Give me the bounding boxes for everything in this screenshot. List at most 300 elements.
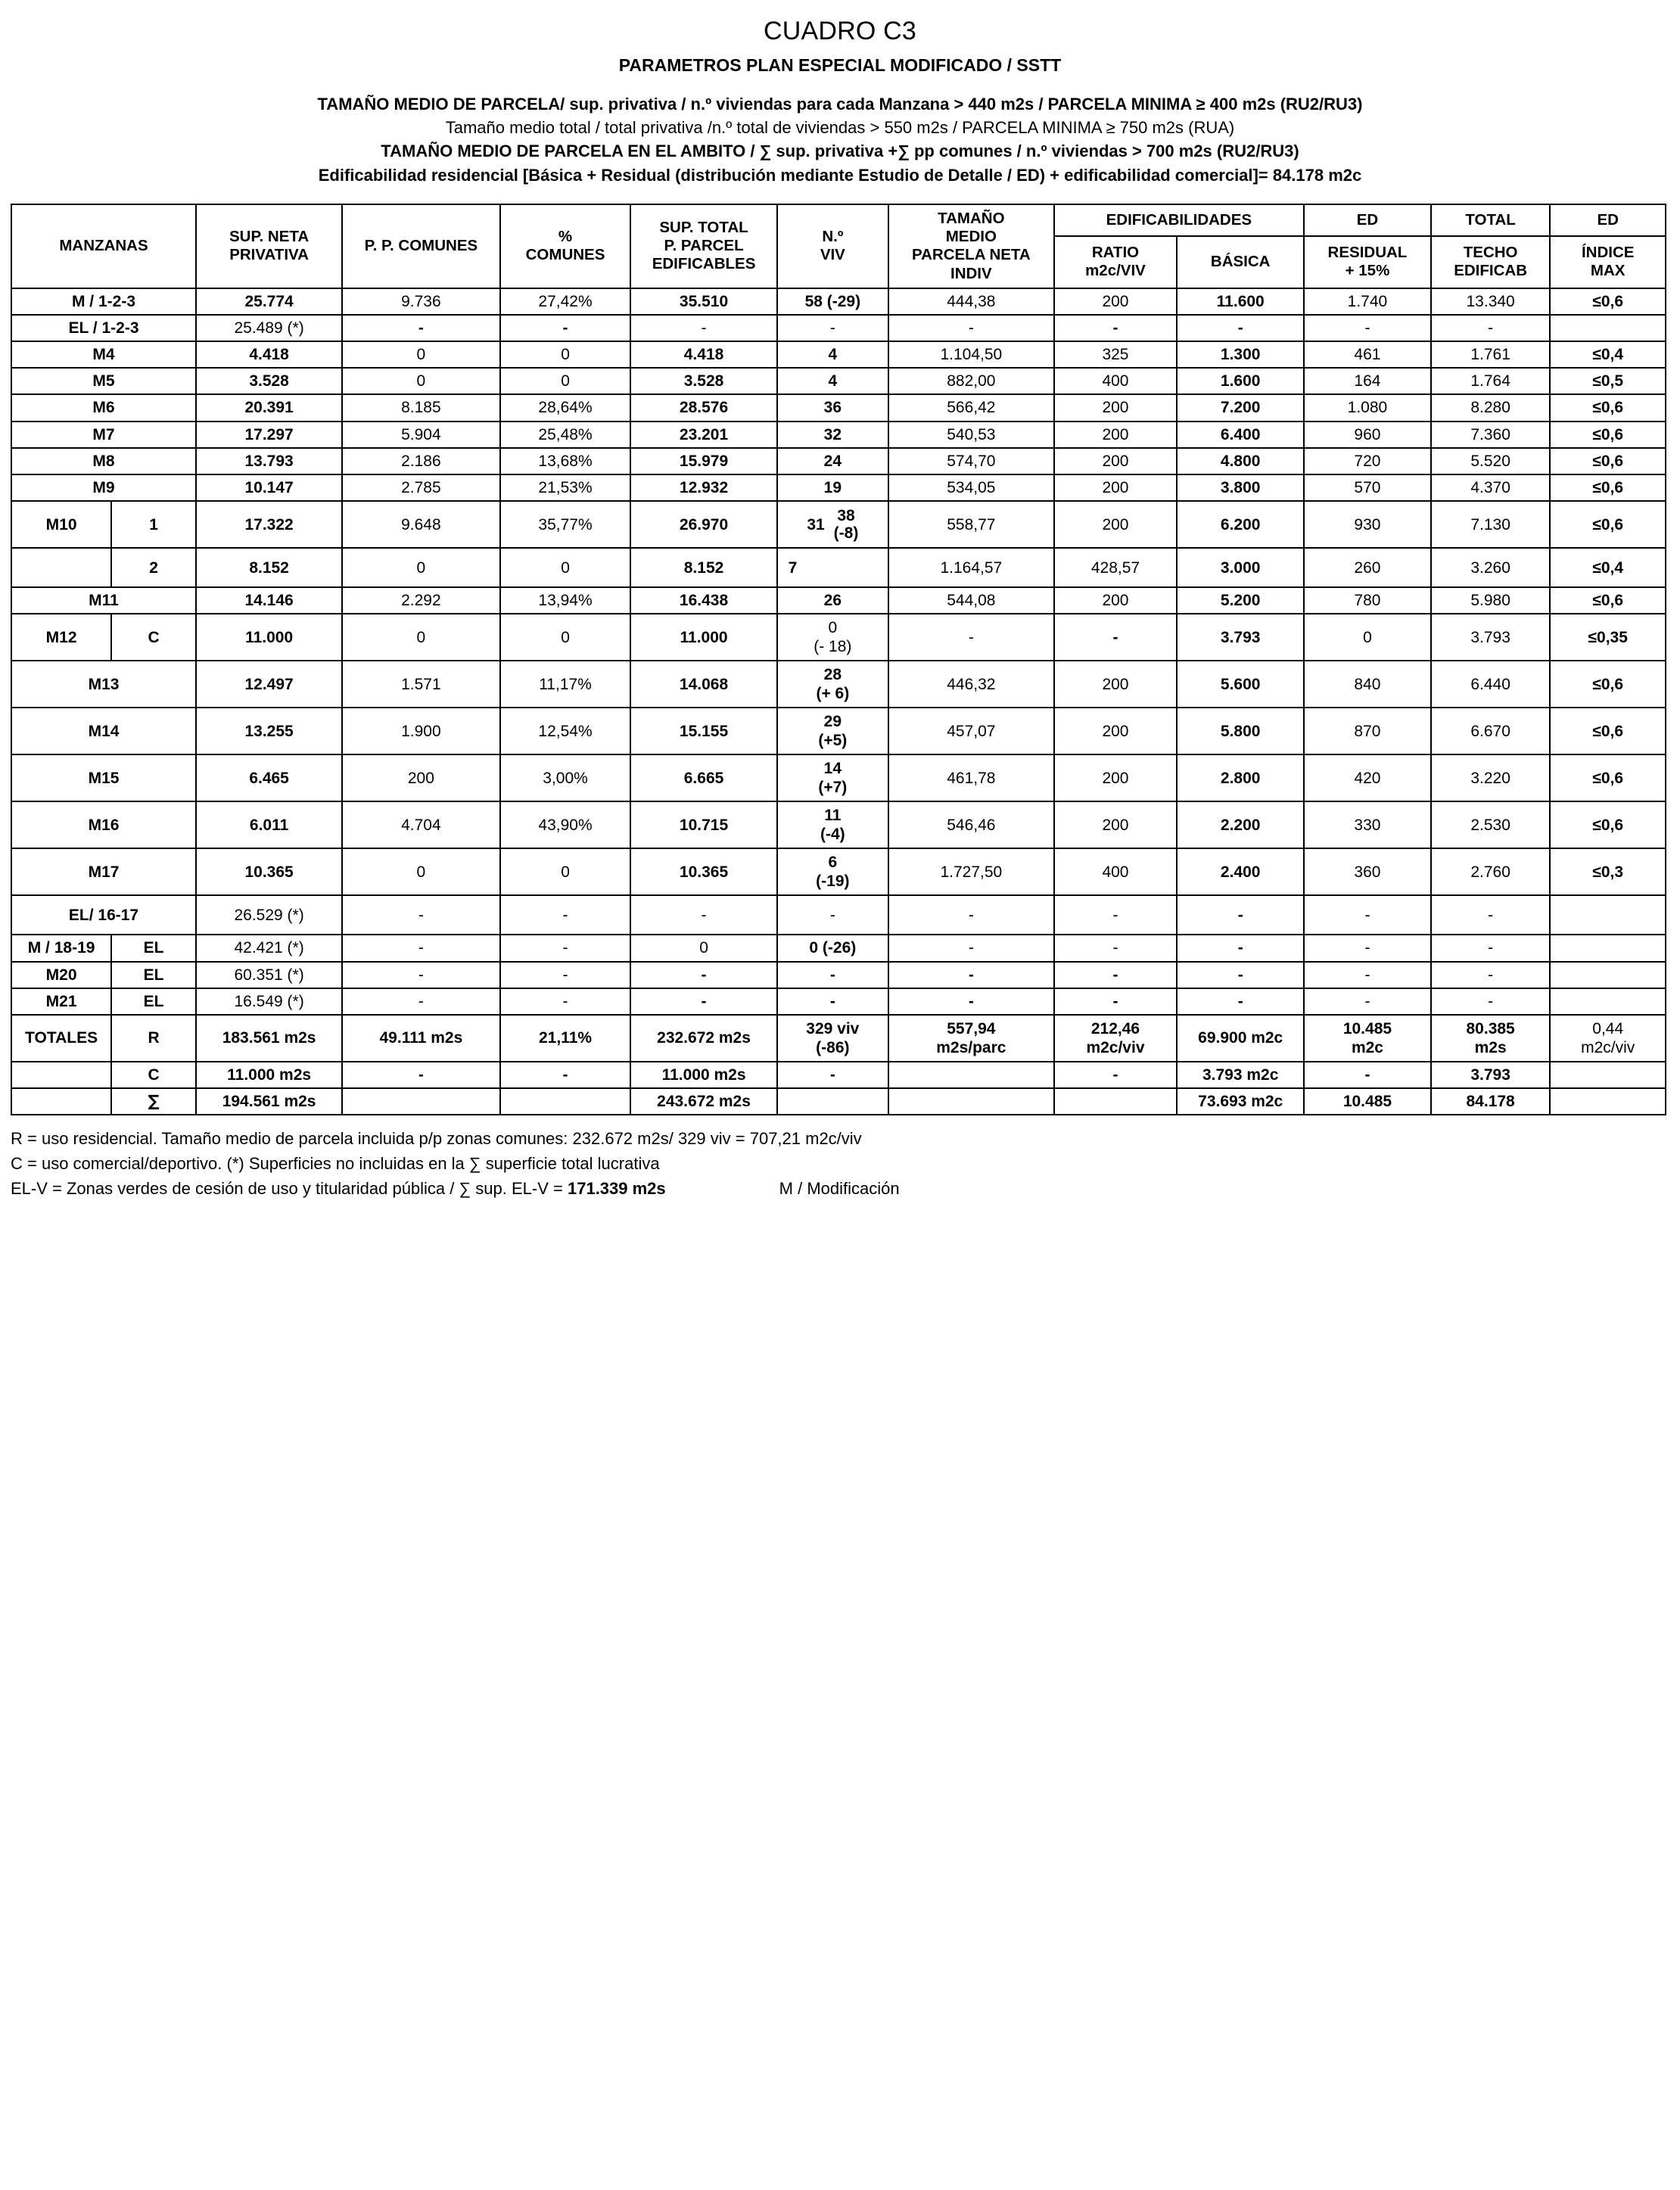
cell-manzana: M13 bbox=[11, 661, 196, 708]
cell-pp-comunes: 0 bbox=[342, 548, 499, 587]
cell-residual: - bbox=[1304, 962, 1431, 988]
cell-manzana: M7 bbox=[11, 422, 196, 448]
cell-sup-total: - bbox=[630, 988, 776, 1015]
cell-pct-comunes: - bbox=[500, 988, 631, 1015]
table-row bbox=[11, 341, 1666, 368]
cell-n-viv: 19 bbox=[777, 474, 888, 501]
cell-sup-neta: 17.322 bbox=[196, 501, 342, 548]
header-ed-group: ED bbox=[1304, 204, 1431, 236]
cell-residual: 870 bbox=[1304, 708, 1431, 754]
cell-manzana: M16 bbox=[11, 801, 196, 848]
cell-sup-total: 232.672 m2s bbox=[630, 1015, 776, 1062]
footnote-line-1: R = uso residencial. Tamaño medio de parcela incluida p/p zonas comunes: 232.672 m2s/ 329 viv = 707,21 m2c/viv bbox=[11, 1129, 862, 1149]
cell-n-viv: 32 bbox=[777, 422, 888, 448]
cell-basica: 2.800 bbox=[1177, 754, 1304, 801]
cell-sup-neta: 183.561 m2s bbox=[196, 1015, 342, 1062]
table-header bbox=[11, 204, 1666, 288]
cell-tamano: 566,42 bbox=[888, 394, 1054, 421]
cell-sup-neta: 8.152 bbox=[196, 548, 342, 587]
cell-pp-comunes: 9.648 bbox=[342, 501, 499, 548]
table-body bbox=[11, 288, 1666, 1115]
cell-tamano: 882,00 bbox=[888, 368, 1054, 394]
cell-basica: 4.800 bbox=[1177, 448, 1304, 474]
cell-sup-neta: 194.561 m2s bbox=[196, 1088, 342, 1115]
cell-pct-comunes bbox=[500, 1088, 631, 1115]
cell-indice bbox=[1550, 1062, 1666, 1088]
cell-pct-comunes: 35,77% bbox=[500, 501, 631, 548]
cell-ratio: 212,46 m2c/viv bbox=[1054, 1015, 1178, 1062]
cell-indice bbox=[1550, 988, 1666, 1015]
cell-sup-total: 16.438 bbox=[630, 587, 776, 614]
cell-sup-total: 10.365 bbox=[630, 848, 776, 895]
table-row bbox=[11, 548, 1666, 587]
cell-n-viv: 329 viv (-86) bbox=[777, 1015, 888, 1062]
cell-n-viv-primary: 31 bbox=[807, 515, 825, 534]
cell-sup-neta: 12.497 bbox=[196, 661, 342, 708]
footnotes bbox=[11, 1126, 1680, 1201]
cell-tamano bbox=[888, 1088, 1054, 1115]
cell-pct-comunes: - bbox=[500, 962, 631, 988]
header-techo: TECHO EDIFICAB bbox=[1431, 236, 1551, 288]
cell-techo: - bbox=[1431, 935, 1551, 961]
cell-basica: 2.200 bbox=[1177, 801, 1304, 848]
cell-residual: 10.485 m2c bbox=[1304, 1015, 1431, 1062]
cell-pp-comunes: 8.185 bbox=[342, 394, 499, 421]
cell-techo: 84.178 bbox=[1431, 1088, 1551, 1115]
cell-n-viv: 29 (+5) bbox=[777, 708, 888, 754]
cell-sup-neta: 42.421 (*) bbox=[196, 935, 342, 961]
cell-ratio: - bbox=[1054, 935, 1178, 961]
headline-line-2: Tamaño medio total / total privativa /n.º total de viviendas > 550 m2s / PARCELA MINIMA ≥ 750 m2s (RUA) bbox=[445, 118, 1235, 138]
cell-manzana: M11 bbox=[11, 587, 196, 614]
cell-pct-comunes: 11,17% bbox=[500, 661, 631, 708]
cell-basica: 6.400 bbox=[1177, 422, 1304, 448]
cell-pct-comunes: 27,42% bbox=[500, 288, 631, 315]
headline-line-4: Edificabilidad residencial [Básica + Residual (distribución mediante Estudio de Detalle / ED) + edificabilidad comercial]= 84.178 m2c bbox=[318, 165, 1362, 185]
cell-manzana: M9 bbox=[11, 474, 196, 501]
cell-manzana-sub: EL bbox=[111, 935, 196, 961]
cell-sup-neta: 3.528 bbox=[196, 368, 342, 394]
cell-residual: 960 bbox=[1304, 422, 1431, 448]
cell-residual: 1.740 bbox=[1304, 288, 1431, 315]
header-edificabilidades: EDIFICABILIDADES bbox=[1054, 204, 1304, 236]
cell-sup-total: 28.576 bbox=[630, 394, 776, 421]
cell-residual: 930 bbox=[1304, 501, 1431, 548]
cell-n-viv: 36 bbox=[777, 394, 888, 421]
cell-sup-total: - bbox=[630, 962, 776, 988]
cell-manzana: M17 bbox=[11, 848, 196, 895]
parameters-table bbox=[11, 204, 1666, 1115]
cell-tamano: 558,77 bbox=[888, 501, 1054, 548]
table-row bbox=[11, 474, 1666, 501]
cell-basica: 3.000 bbox=[1177, 548, 1304, 587]
cell-pct-comunes: 0 bbox=[500, 368, 631, 394]
cell-pp-comunes: 0 bbox=[342, 848, 499, 895]
cell-basica: 5.600 bbox=[1177, 661, 1304, 708]
cell-manzana: M / 18-19 bbox=[11, 935, 111, 961]
cell-n-viv: - bbox=[777, 1062, 888, 1088]
cell-techo: 1.764 bbox=[1431, 368, 1551, 394]
cell-pp-comunes: 9.736 bbox=[342, 288, 499, 315]
cell-manzana-sub: EL bbox=[111, 962, 196, 988]
cell-tamano: 544,08 bbox=[888, 587, 1054, 614]
cell-indice bbox=[1550, 1088, 1666, 1115]
cell-ratio: - bbox=[1054, 614, 1178, 661]
cell-n-viv bbox=[777, 1088, 888, 1115]
cell-sup-total: 12.932 bbox=[630, 474, 776, 501]
cell-n-viv: 0 (-26) bbox=[777, 935, 888, 961]
cell-manzana: M14 bbox=[11, 708, 196, 754]
cell-tamano: - bbox=[888, 988, 1054, 1015]
cell-sup-neta: 13.255 bbox=[196, 708, 342, 754]
table-row bbox=[11, 368, 1666, 394]
cell-basica: 3.793 bbox=[1177, 614, 1304, 661]
cell-techo: 3.793 bbox=[1431, 614, 1551, 661]
cell-pct-comunes: 0 bbox=[500, 614, 631, 661]
table-row bbox=[11, 962, 1666, 988]
cell-pct-comunes: 13,68% bbox=[500, 448, 631, 474]
cell-ratio: 200 bbox=[1054, 708, 1178, 754]
cell-ratio: 200 bbox=[1054, 587, 1178, 614]
header-manzanas: MANZANAS bbox=[11, 204, 196, 288]
cell-techo: 1.761 bbox=[1431, 341, 1551, 368]
cell-pp-comunes: 2.186 bbox=[342, 448, 499, 474]
cell-totales-sub: ∑ bbox=[111, 1088, 196, 1115]
cell-sup-total: 6.665 bbox=[630, 754, 776, 801]
cell-n-viv: - bbox=[777, 988, 888, 1015]
cell-n-viv: 4 bbox=[777, 341, 888, 368]
cell-pp-comunes: 4.704 bbox=[342, 801, 499, 848]
cell-pp-comunes bbox=[342, 1088, 499, 1115]
cell-sup-total: 35.510 bbox=[630, 288, 776, 315]
cell-sup-total: 26.970 bbox=[630, 501, 776, 548]
cell-sup-total: 14.068 bbox=[630, 661, 776, 708]
cell-sup-total: 11.000 bbox=[630, 614, 776, 661]
cell-basica: - bbox=[1177, 962, 1304, 988]
document-page bbox=[0, 17, 1680, 1201]
footnote-line-3-value: 171.339 m2s bbox=[567, 1179, 666, 1199]
cell-n-viv: 6 (-19) bbox=[777, 848, 888, 895]
table-row bbox=[11, 988, 1666, 1015]
table-row bbox=[11, 501, 1666, 548]
cell-sup-neta: 60.351 (*) bbox=[196, 962, 342, 988]
cell-indice: ≤0,6 bbox=[1550, 422, 1666, 448]
cell-indice: ≤0,4 bbox=[1550, 341, 1666, 368]
cell-ratio: 200 bbox=[1054, 288, 1178, 315]
cell-residual: 1.080 bbox=[1304, 394, 1431, 421]
cell-pp-comunes: 2.292 bbox=[342, 587, 499, 614]
cell-tamano: 534,05 bbox=[888, 474, 1054, 501]
cell-sup-neta: 25.489 (*) bbox=[196, 315, 342, 341]
cell-indice: ≤0,6 bbox=[1550, 448, 1666, 474]
cell-indice: ≤0,6 bbox=[1550, 394, 1666, 421]
cell-ratio: - bbox=[1054, 895, 1178, 935]
cell-manzana: M21 bbox=[11, 988, 111, 1015]
cell-pp-comunes: - bbox=[342, 1062, 499, 1088]
table-row bbox=[11, 754, 1666, 801]
cell-techo: 5.980 bbox=[1431, 587, 1551, 614]
cell-residual: 420 bbox=[1304, 754, 1431, 801]
cell-pct-comunes: - bbox=[500, 895, 631, 935]
cell-ratio: 325 bbox=[1054, 341, 1178, 368]
cell-manzana: EL/ 16-17 bbox=[11, 895, 196, 935]
cell-techo: 4.370 bbox=[1431, 474, 1551, 501]
cell-sup-total: - bbox=[630, 315, 776, 341]
cell-n-viv: 11 (-4) bbox=[777, 801, 888, 848]
cell-tamano: 461,78 bbox=[888, 754, 1054, 801]
cell-basica: 1.600 bbox=[1177, 368, 1304, 394]
cell-sup-total: 10.715 bbox=[630, 801, 776, 848]
cell-n-viv: 28 (+ 6) bbox=[777, 661, 888, 708]
cell-tamano: 1.104,50 bbox=[888, 341, 1054, 368]
cell-basica: 73.693 m2c bbox=[1177, 1088, 1304, 1115]
cell-basica: 11.600 bbox=[1177, 288, 1304, 315]
cell-manzana: M20 bbox=[11, 962, 111, 988]
cell-sup-total: 243.672 m2s bbox=[630, 1088, 776, 1115]
cell-pp-comunes: - bbox=[342, 895, 499, 935]
headline-block bbox=[0, 92, 1680, 187]
cell-tamano: - bbox=[888, 315, 1054, 341]
page-title: CUADRO C3 bbox=[763, 17, 917, 45]
cell-manzana: M12 bbox=[11, 614, 111, 661]
cell-sup-total: 8.152 bbox=[630, 548, 776, 587]
cell-totales-sub: C bbox=[111, 1062, 196, 1088]
cell-indice: ≤0,5 bbox=[1550, 368, 1666, 394]
cell-residual: 164 bbox=[1304, 368, 1431, 394]
cell-totales-label bbox=[11, 1088, 111, 1115]
cell-pp-comunes: 49.111 m2s bbox=[342, 1015, 499, 1062]
cell-techo: - bbox=[1431, 895, 1551, 935]
cell-indice: ≤0,6 bbox=[1550, 661, 1666, 708]
cell-indice: ≤0,6 bbox=[1550, 801, 1666, 848]
header-n-viv: N.º VIV bbox=[777, 204, 888, 288]
cell-totales-sub: R bbox=[111, 1015, 196, 1062]
cell-tamano: 574,70 bbox=[888, 448, 1054, 474]
cell-manzana bbox=[11, 548, 111, 587]
cell-n-viv: 14 (+7) bbox=[777, 754, 888, 801]
cell-indice: ≤0,3 bbox=[1550, 848, 1666, 895]
table-row bbox=[11, 935, 1666, 961]
cell-techo: - bbox=[1431, 962, 1551, 988]
cell-tamano: - bbox=[888, 962, 1054, 988]
cell-sup-neta: 6.011 bbox=[196, 801, 342, 848]
cell-n-viv: - bbox=[777, 962, 888, 988]
cell-pct-comunes: 21,53% bbox=[500, 474, 631, 501]
cell-indice: ≤0,6 bbox=[1550, 501, 1666, 548]
cell-pp-comunes: 1.900 bbox=[342, 708, 499, 754]
header-indice: ÍNDICE MAX bbox=[1550, 236, 1666, 288]
cell-sup-total: - bbox=[630, 895, 776, 935]
cell-techo: 7.130 bbox=[1431, 501, 1551, 548]
header-tamano-medio: TAMAÑO MEDIO PARCELA NETA INDIV bbox=[888, 204, 1054, 288]
cell-residual: - bbox=[1304, 1062, 1431, 1088]
cell-techo: 7.360 bbox=[1431, 422, 1551, 448]
cell-basica: 69.900 m2c bbox=[1177, 1015, 1304, 1062]
cell-sup-neta: 26.529 (*) bbox=[196, 895, 342, 935]
cell-residual: 260 bbox=[1304, 548, 1431, 587]
cell-tamano: 457,07 bbox=[888, 708, 1054, 754]
table-row bbox=[11, 422, 1666, 448]
cell-pp-comunes: - bbox=[342, 935, 499, 961]
cell-ratio: - bbox=[1054, 988, 1178, 1015]
cell-pp-comunes: - bbox=[342, 988, 499, 1015]
cell-basica: - bbox=[1177, 315, 1304, 341]
cell-techo: 13.340 bbox=[1431, 288, 1551, 315]
cell-pct-comunes: 21,11% bbox=[500, 1015, 631, 1062]
footnote-line-3-text: EL-V = Zonas verdes de cesión de uso y titularidad pública / ∑ sup. EL-V = bbox=[11, 1179, 568, 1199]
cell-residual: 461 bbox=[1304, 341, 1431, 368]
cell-n-viv: 24 bbox=[777, 448, 888, 474]
footnote-line-3 bbox=[11, 1176, 1680, 1201]
header-ratio: RATIO m2c/VIV bbox=[1054, 236, 1178, 288]
cell-techo: 6.440 bbox=[1431, 661, 1551, 708]
table-row bbox=[11, 448, 1666, 474]
cell-sup-total: 23.201 bbox=[630, 422, 776, 448]
cell-tamano: 446,32 bbox=[888, 661, 1054, 708]
cell-residual: 570 bbox=[1304, 474, 1431, 501]
header-basica: BÁSICA bbox=[1177, 236, 1304, 288]
cell-sup-neta: 10.147 bbox=[196, 474, 342, 501]
footnote-line-2: C = uso comercial/deportivo. (*) Superficies no incluidas en la ∑ superficie total lucrativa bbox=[11, 1154, 660, 1174]
cell-indice: ≤0,6 bbox=[1550, 288, 1666, 315]
header-sup-total: SUP. TOTAL P. PARCEL EDIFICABLES bbox=[630, 204, 776, 288]
cell-n-viv: 7 bbox=[777, 548, 888, 587]
cell-pct-comunes: 0 bbox=[500, 848, 631, 895]
cell-indice bbox=[1550, 962, 1666, 988]
cell-pct-comunes: - bbox=[500, 1062, 631, 1088]
cell-techo: 2.530 bbox=[1431, 801, 1551, 848]
cell-basica: 2.400 bbox=[1177, 848, 1304, 895]
cell-pp-comunes: 0 bbox=[342, 341, 499, 368]
cell-tamano: - bbox=[888, 895, 1054, 935]
cell-sup-neta: 17.297 bbox=[196, 422, 342, 448]
cell-ratio: 200 bbox=[1054, 394, 1178, 421]
cell-pct-comunes: 28,64% bbox=[500, 394, 631, 421]
cell-pct-comunes: - bbox=[500, 315, 631, 341]
cell-tamano: - bbox=[888, 614, 1054, 661]
cell-sup-neta: 25.774 bbox=[196, 288, 342, 315]
cell-sup-total: 0 bbox=[630, 935, 776, 961]
cell-pp-comunes: 1.571 bbox=[342, 661, 499, 708]
cell-residual: 0 bbox=[1304, 614, 1431, 661]
cell-n-viv: 26 bbox=[777, 587, 888, 614]
cell-techo: - bbox=[1431, 988, 1551, 1015]
table-row bbox=[11, 848, 1666, 895]
cell-ratio bbox=[1054, 1088, 1178, 1115]
cell-sup-neta: 20.391 bbox=[196, 394, 342, 421]
cell-indice: ≤0,4 bbox=[1550, 548, 1666, 587]
cell-techo: 3.260 bbox=[1431, 548, 1551, 587]
cell-manzana-sub: EL bbox=[111, 988, 196, 1015]
cell-residual: - bbox=[1304, 935, 1431, 961]
cell-ratio: - bbox=[1054, 962, 1178, 988]
cell-tamano: 540,53 bbox=[888, 422, 1054, 448]
footnote-line-3-modification: M / Modificación bbox=[779, 1179, 900, 1199]
cell-basica: 6.200 bbox=[1177, 501, 1304, 548]
cell-indice bbox=[1550, 315, 1666, 341]
cell-pp-comunes: 2.785 bbox=[342, 474, 499, 501]
cell-n-viv-secondary: 38 (-8) bbox=[833, 507, 859, 543]
cell-tamano bbox=[888, 1062, 1054, 1088]
cell-manzana: M8 bbox=[11, 448, 196, 474]
cell-basica: 5.800 bbox=[1177, 708, 1304, 754]
cell-sup-neta: 16.549 (*) bbox=[196, 988, 342, 1015]
totals-row bbox=[11, 1062, 1666, 1088]
cell-techo: - bbox=[1431, 315, 1551, 341]
table-header-group-row bbox=[11, 204, 1666, 236]
cell-indice: ≤0,6 bbox=[1550, 587, 1666, 614]
table-row bbox=[11, 288, 1666, 315]
cell-residual: 330 bbox=[1304, 801, 1431, 848]
cell-pct-comunes: 0 bbox=[500, 548, 631, 587]
cell-sup-neta: 13.793 bbox=[196, 448, 342, 474]
cell-manzana: M10 bbox=[11, 501, 111, 548]
document-subtitle: PARAMETROS PLAN ESPECIAL MODIFICADO / SSTT bbox=[618, 55, 1062, 75]
cell-pp-comunes: 0 bbox=[342, 614, 499, 661]
headline-line-1: TAMAÑO MEDIO DE PARCELA/ sup. privativa / n.º viviendas para cada Manzana > 440 m2s / PARCELA MINIMA ≥ 400 m2s (RU2/RU3) bbox=[317, 95, 1363, 114]
cell-tamano: 1.727,50 bbox=[888, 848, 1054, 895]
cell-ratio: 200 bbox=[1054, 474, 1178, 501]
cell-ratio: 200 bbox=[1054, 422, 1178, 448]
cell-n-viv: 4 bbox=[777, 368, 888, 394]
cell-residual: 10.485 bbox=[1304, 1088, 1431, 1115]
table-row bbox=[11, 661, 1666, 708]
cell-ratio: 400 bbox=[1054, 368, 1178, 394]
table-row bbox=[11, 708, 1666, 754]
table-row bbox=[11, 394, 1666, 421]
cell-sup-neta: 6.465 bbox=[196, 754, 342, 801]
cell-basica: - bbox=[1177, 895, 1304, 935]
cell-manzana-sub: 1 bbox=[111, 501, 196, 548]
table-row bbox=[11, 895, 1666, 935]
cell-residual: - bbox=[1304, 315, 1431, 341]
cell-pct-comunes: 3,00% bbox=[500, 754, 631, 801]
cell-ratio: 200 bbox=[1054, 801, 1178, 848]
cell-basica: - bbox=[1177, 988, 1304, 1015]
header-residual: RESIDUAL + 15% bbox=[1304, 236, 1431, 288]
cell-ratio: 200 bbox=[1054, 754, 1178, 801]
cell-totales-label bbox=[11, 1062, 111, 1088]
cell-n-viv: - bbox=[777, 315, 888, 341]
cell-manzana: M6 bbox=[11, 394, 196, 421]
cell-basica: 3.793 m2c bbox=[1177, 1062, 1304, 1088]
cell-pp-comunes: - bbox=[342, 962, 499, 988]
cell-sup-neta: 4.418 bbox=[196, 341, 342, 368]
cell-pct-comunes: 43,90% bbox=[500, 801, 631, 848]
cell-manzana-sub: 2 bbox=[111, 548, 196, 587]
cell-sup-neta: 14.146 bbox=[196, 587, 342, 614]
cell-sup-neta: 11.000 bbox=[196, 614, 342, 661]
cell-tamano: 1.164,57 bbox=[888, 548, 1054, 587]
totals-row bbox=[11, 1015, 1666, 1062]
cell-n-viv: 58 (-29) bbox=[777, 288, 888, 315]
cell-manzana: M15 bbox=[11, 754, 196, 801]
cell-residual: 720 bbox=[1304, 448, 1431, 474]
table-row bbox=[11, 587, 1666, 614]
cell-manzana: EL / 1-2-3 bbox=[11, 315, 196, 341]
cell-ratio: 200 bbox=[1054, 661, 1178, 708]
cell-indice: 0,44 m2c/viv bbox=[1550, 1015, 1666, 1062]
cell-basica: 3.800 bbox=[1177, 474, 1304, 501]
cell-pct-comunes: 25,48% bbox=[500, 422, 631, 448]
cell-pp-comunes: - bbox=[342, 315, 499, 341]
cell-manzana: M / 1-2-3 bbox=[11, 288, 196, 315]
table-row bbox=[11, 801, 1666, 848]
cell-indice: ≤0,6 bbox=[1550, 754, 1666, 801]
cell-manzana: M5 bbox=[11, 368, 196, 394]
cell-residual: - bbox=[1304, 895, 1431, 935]
cell-basica: 5.200 bbox=[1177, 587, 1304, 614]
